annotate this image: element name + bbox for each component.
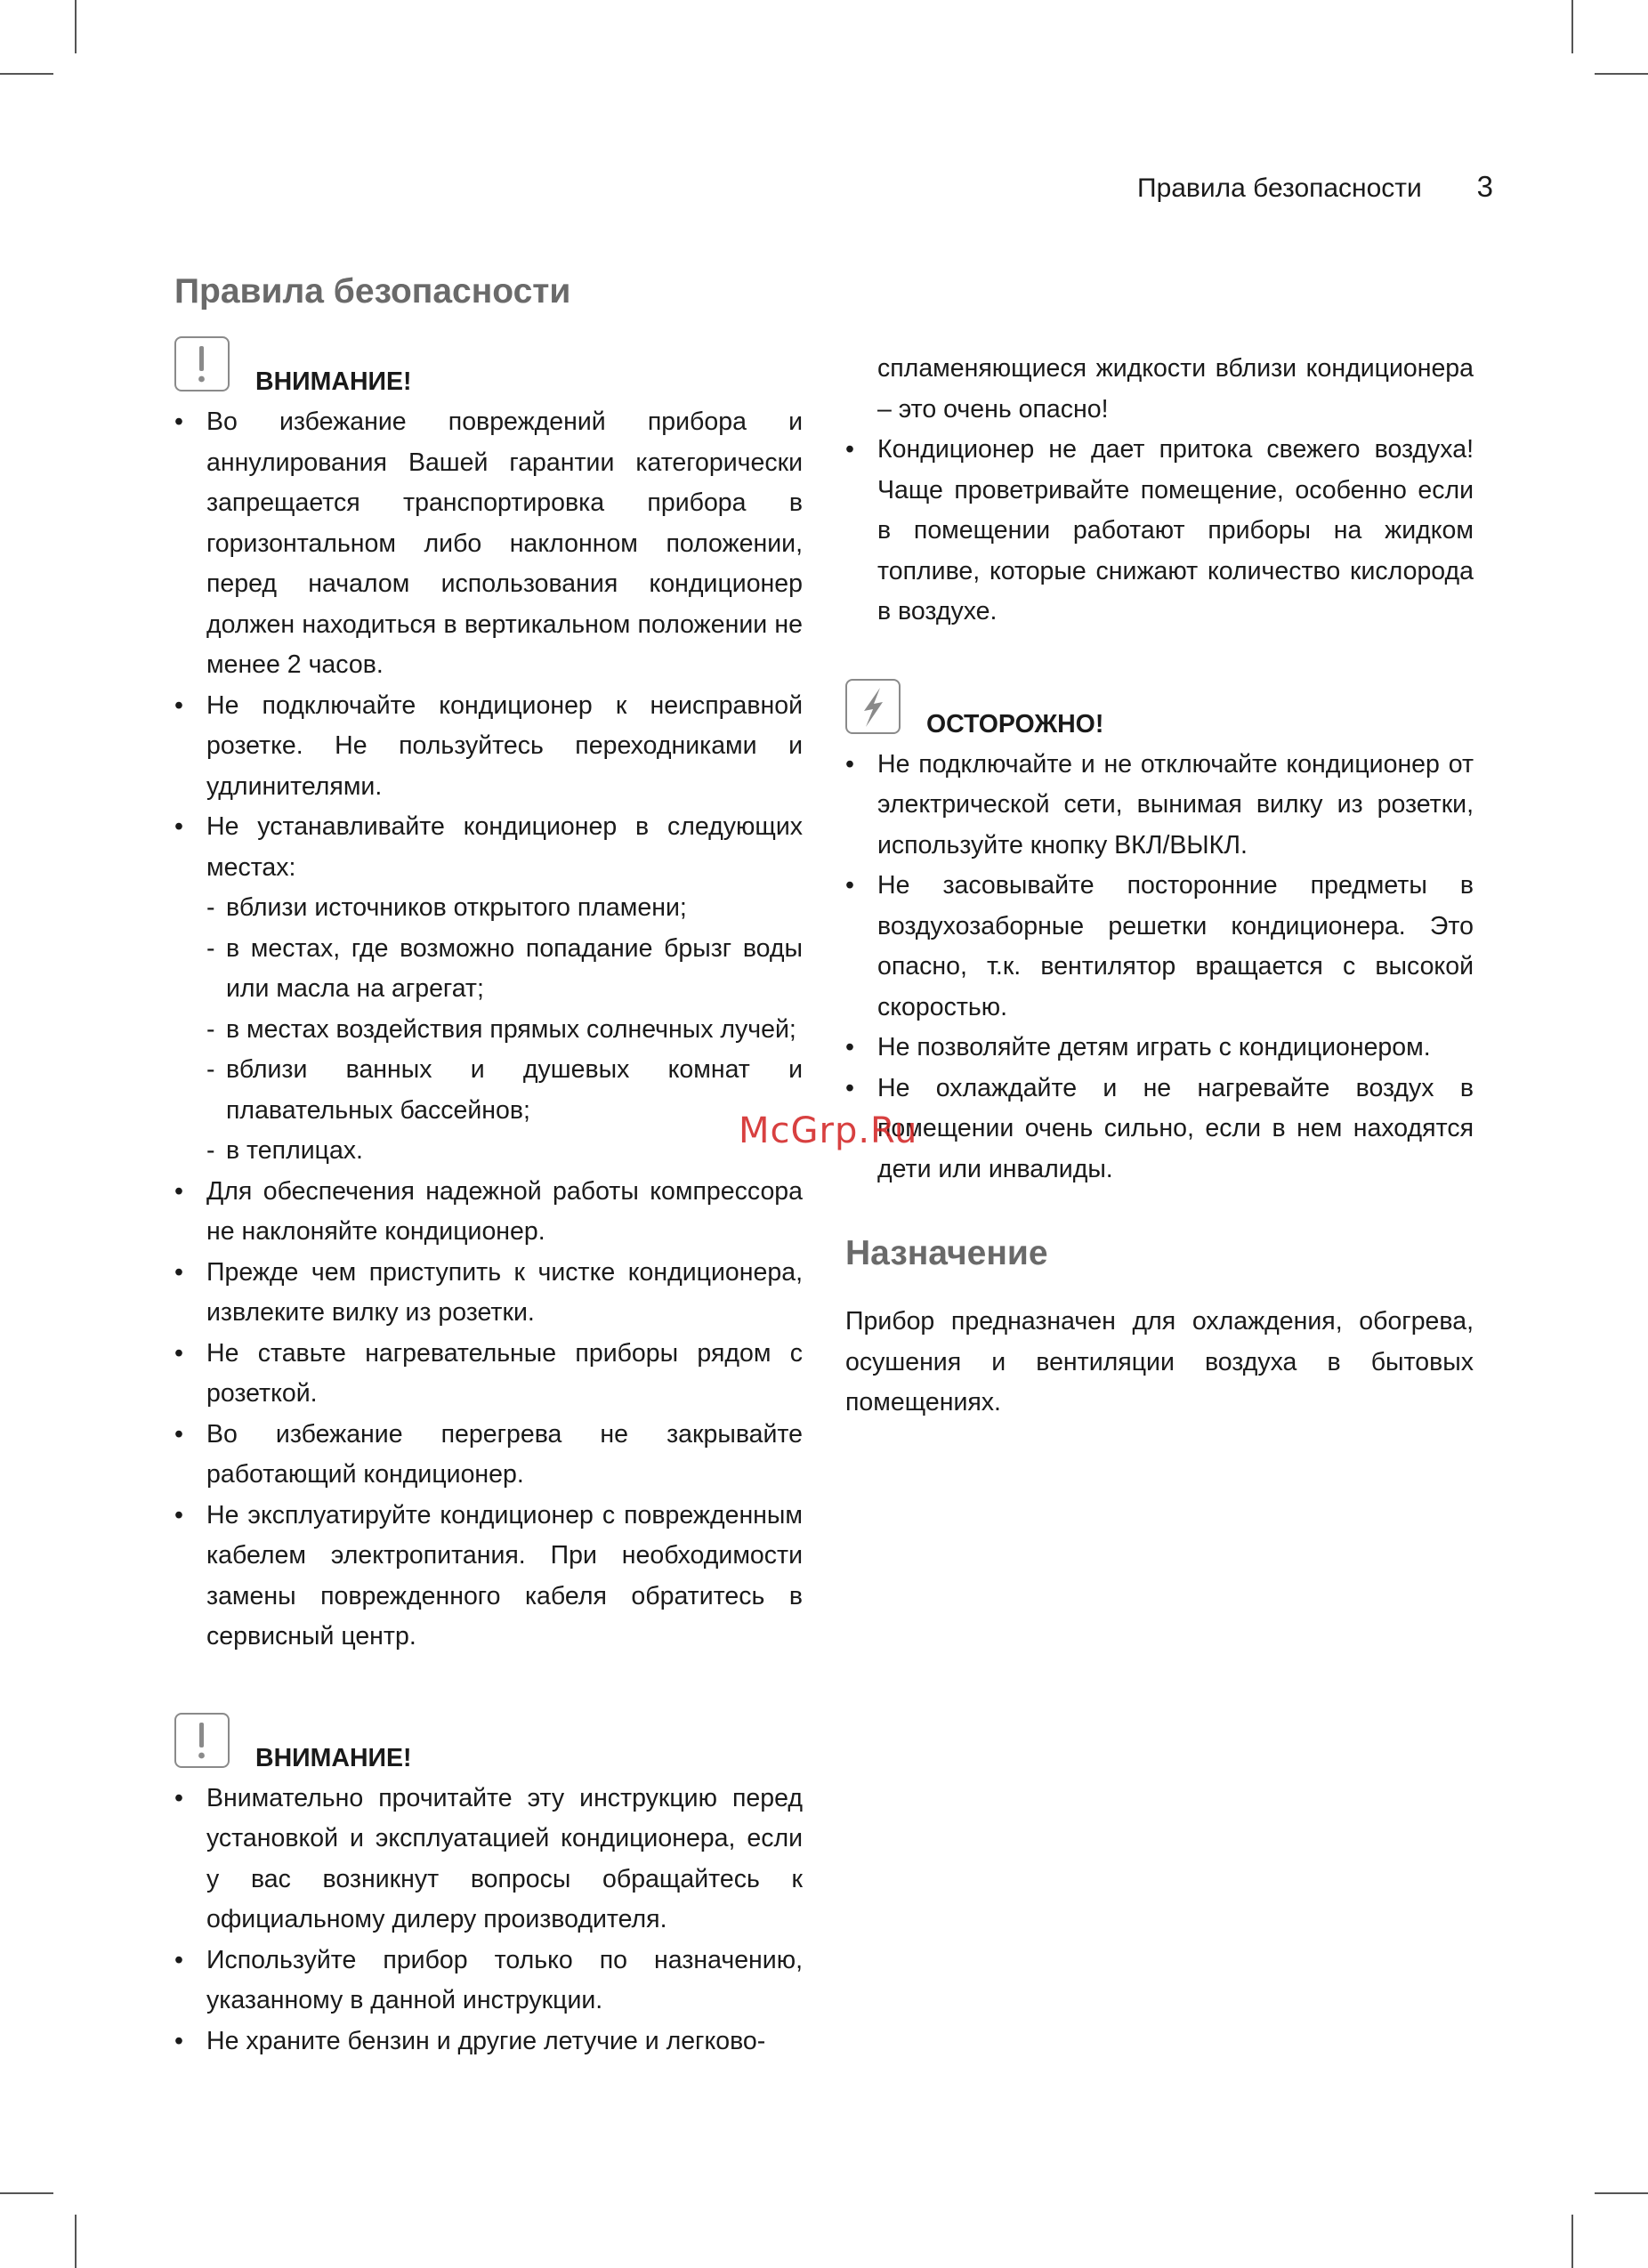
sublist-item: - вблизи ванных и душевых комнат и плавательных бассейнов; [206,1050,803,1131]
purpose-text: Прибор предназначен для охлаждения, обогрева, осушения и вентиляции воздуха в бытовых помещениях. [845,1307,1474,1416]
exclamation-icon [174,336,230,391]
crop-mark [75,2215,77,2268]
crop-mark [75,0,77,53]
list-item: • Прежде чем приступить к чистке кондиционера, извлеките вилку из розетки. [174,1253,803,1334]
crop-mark [1571,0,1573,53]
sublist-item: - в местах воздействия прямых солнечных лучей; [206,1010,803,1051]
list-item: • Не позволяйте детям играть с кондиционером. [845,1028,1474,1069]
continued-text: спламеняющиеся жидкости вблизи кондиционера – это очень опасно! [877,354,1474,424]
right-column [845,349,1474,1424]
running-head [1137,169,1493,208]
watermark: McGrp.Ru [739,1110,918,1151]
notice-attention-2 [174,1713,803,1779]
list-item: • Не ставьте нагревательные приборы рядом с розеткой. [174,1334,803,1415]
list-item: • Внимательно прочитайте эту инструкцию перед установкой и эксплуатацией кондиционера, если у вас возникнут вопросы обращайтесь к официальному дилеру производителя. [174,1779,803,1941]
notice-label: ВНИМАНИЕ! [255,367,412,396]
left-column [174,267,803,2062]
section-title-safety: Правила безопасности [174,272,571,311]
notice-label: ОСТОРОЖНО! [926,709,1104,739]
notice-attention-1 [174,336,803,402]
places-sublist [206,888,803,1172]
sublist-item: - в местах, где возможно попадание брызг воды или масла на агрегат; [206,929,803,1010]
sublist-item: - вблизи источников открытого пламени; [206,888,803,929]
lightning-icon [845,679,901,734]
notice-caution [845,679,1474,745]
crop-mark [1595,73,1648,75]
list-item: • Не эксплуатируйте кондиционер с поврежденным кабелем электропитания. При необходимости замены поврежденного кабеля обратитесь в сервисный центр. [174,1496,803,1658]
list-item: • Не подключайте кондиционер к неисправной розетке. Не пользуйтесь переходниками и удлинителями. [174,686,803,808]
section-title-purpose: Назначение [845,1234,1048,1272]
list-item [174,807,803,1172]
list-item-text: Не устанавливайте кондиционер в следующих местах: [206,812,803,882]
list-item: • Кондиционер не дает притока свежего воздуха! Чаще проветривайте помещение, особенно если в помещении работают приборы на жидком топливе, которые снижают количество кислорода в воздухе. [845,430,1474,633]
list-item: • Используйте прибор только по назначению, указанному в данной инструкции. [174,1941,803,2022]
list-item: • Во избежание перегрева не закрывайте работающий кондиционер. [174,1415,803,1496]
page-number: 3 [1476,170,1493,203]
sublist-item: - в теплицах. [206,1131,803,1172]
crop-mark [0,73,53,75]
list-item: • Не засовывайте посторонние предметы в воздухозаборные решетки кондиционера. Это опасно, т.к. вентилятор вращается с высокой скоростью. [845,866,1474,1028]
list-item: • Не храните бензин и другие летучие и легково- [174,2022,803,2062]
crop-mark [1571,2215,1573,2268]
crop-mark [0,2192,53,2194]
list-item: • Не подключайте и не отключайте кондиционер от электрической сети, вынимая вилку из розетки, используйте кнопку ВКЛ/ВЫКЛ. [845,745,1474,867]
notice3-list [845,745,1474,1190]
list-item: • Для обеспечения надежной работы компрессора не наклоняйте кондиционер. [174,1172,803,1253]
right-list [845,430,1474,633]
list-item: • Не охлаждайте и не нагревайте воздух в помещении очень сильно, если в нем находятся дети или инвалиды. [845,1069,1474,1190]
list-item: • Во избежание повреждений прибора и аннулирования Вашей гарантии категорически запрещается транспортировка прибора в горизонтальном либо наклонном положении, перед началом использования кондиционер должен находиться в вертикальном положении не менее 2 часов. [174,402,803,686]
running-head-title: Правила безопасности [1137,174,1422,203]
notice2-list [174,1779,803,2062]
crop-mark [1595,2192,1648,2194]
notice-label: ВНИМАНИЕ! [255,1743,412,1772]
exclamation-icon [174,1713,230,1768]
notice1-list [174,402,803,1658]
